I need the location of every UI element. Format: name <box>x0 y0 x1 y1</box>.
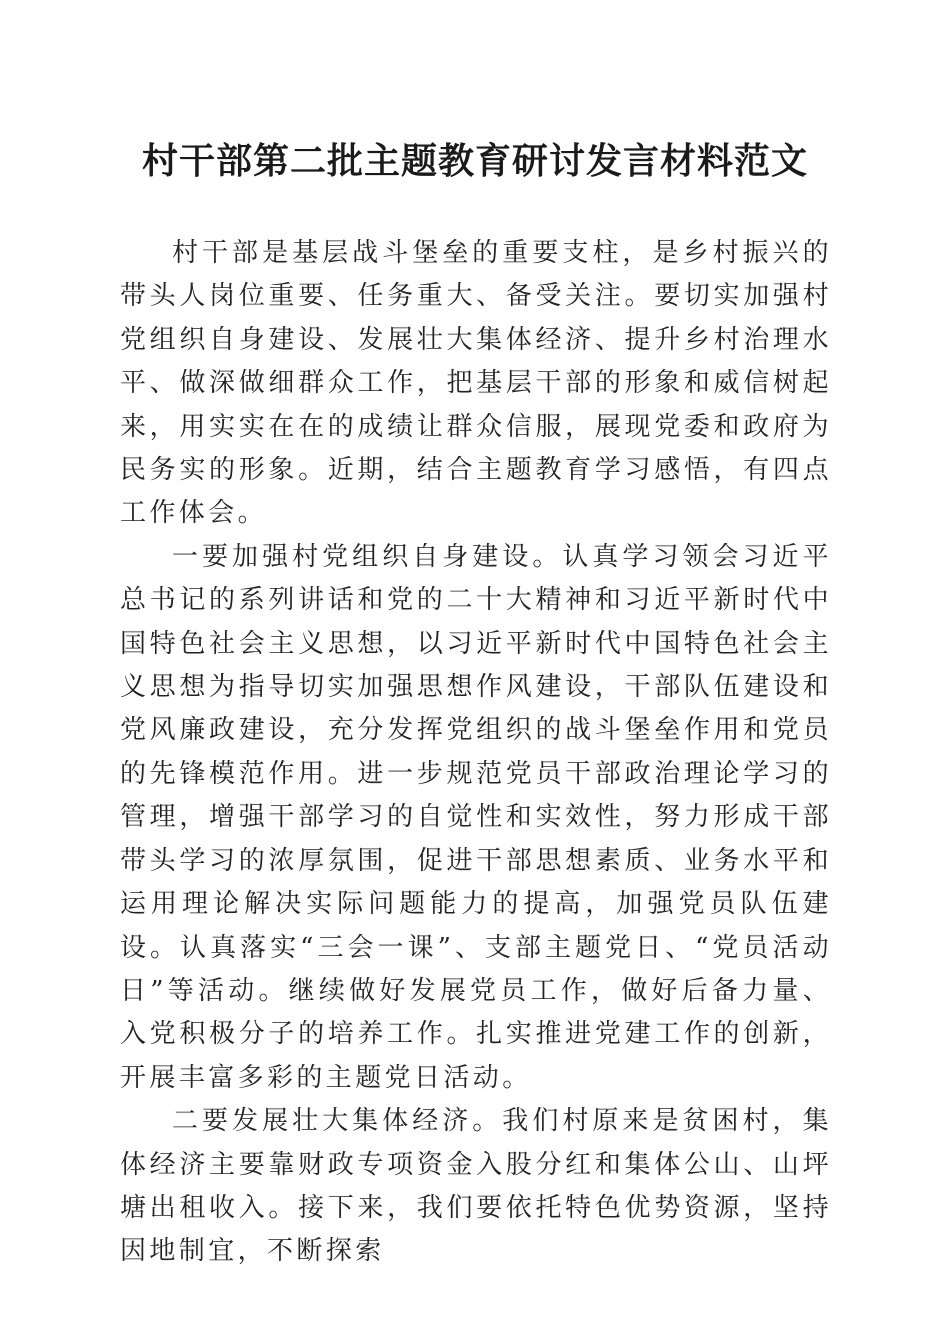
document-title: 村干部第二批主题教育研讨发言材料范文 <box>141 140 808 182</box>
paragraph-party-building: 一要加强村党组织自身建设。认真学习领会习近平总书记的系列讲话和党的二十大精神和习近平新时代中国特色社会主义思想，以习近平新时代中国特色社会主义思想为指导切实加强思想作风建设，干部队伍建设和党风廉政建设，充分发挥党组织的战斗堡垒作用和党员的先锋模范作用。进一步规范党员干部政治理论学习的管理，增强干部学习的自觉性和实效性，努力形成干部带头学习的浓厚氛围，促进干部思想素质、业务水平和运用理论解决实际问题能力的提高，加强党员队伍建设。认真落实“三会一课”、支部主题党日、“党员活动日”等活动。继续做好发展党员工作，做好后备力量、入党积极分子的培养工作。扎实推进党建工作的创新，开展丰富多彩的主题党日活动。 <box>120 541 832 1093</box>
paragraph-intro: 村干部是基层战斗堡垒的重要支柱，是乡村振兴的带头人岗位重要、任务重大、备受关注。要切实加强村党组织自身建设、发展壮大集体经济、提升乡村治理水平、做深做细群众工作，把基层干部的形象和威信树起来，用实实在在的成绩让群众信服，展现党委和政府为民务实的形象。近期，结合主题教育学习感悟，有四点工作体会。 <box>120 238 832 529</box>
document-body <box>120 232 832 1274</box>
paragraph-collective-economy: 二要发展壮大集体经济。我们村原来是贫困村，集体经济主要靠财政专项资金入股分红和集体公山、山坪塘出租收入。接下来，我们要依托特色优势资源，坚持因地制宜，不断探索 <box>120 1106 832 1267</box>
